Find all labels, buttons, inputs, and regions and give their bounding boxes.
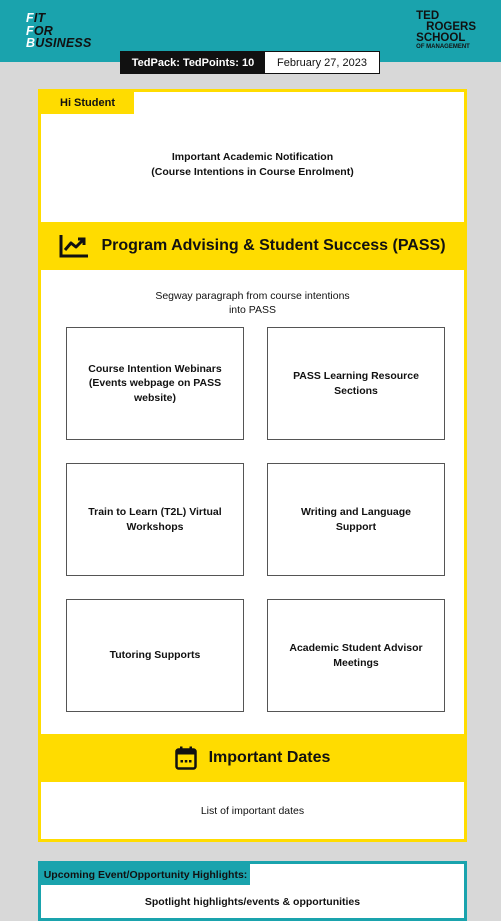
main-card xyxy=(38,89,467,842)
current-date: February 27, 2023 xyxy=(277,56,367,69)
pass-box-learning-resources[interactable]: PASS Learning Resource Sections xyxy=(267,327,445,440)
events-tab: Upcoming Event/Opportunity Highlights: xyxy=(41,864,250,885)
fit-for-business-logo: FIT FOR BUSINESS xyxy=(26,11,92,50)
events-card xyxy=(38,861,467,921)
pass-box-advisor-meetings[interactable]: Academic Student Advisor Meetings xyxy=(267,599,445,712)
pass-title: Program Advising & Student Success (PASS) xyxy=(101,237,446,254)
pass-banner xyxy=(41,222,464,270)
events-highlights: Spotlight highlights/events & opportunities xyxy=(144,896,361,908)
pass-box-writing-support[interactable]: Writing and Language Support xyxy=(267,463,445,576)
pass-box-t2l-workshops[interactable]: Train to Learn (T2L) Virtual Workshops xyxy=(66,463,244,576)
calendar-icon xyxy=(175,746,197,770)
academic-notification: Important Academic Notification (Course Intentions in Course Enrolment) xyxy=(151,151,354,178)
greeting-tab: Hi Student xyxy=(41,92,134,114)
pass-box-webinars[interactable]: Course Intention Webinars (Events webpage on PASS website) xyxy=(66,327,244,440)
segway-paragraph: Segway paragraph from course intentions into PASS xyxy=(155,290,350,316)
important-dates-title: Important Dates xyxy=(208,749,331,766)
pass-box-tutoring[interactable]: Tutoring Supports xyxy=(66,599,244,712)
important-dates-list: List of important dates xyxy=(200,805,305,817)
ted-rogers-logo: TED ROGERS SCHOOL OF MANAGEMENT xyxy=(416,10,476,50)
points-date-bar xyxy=(120,51,380,74)
important-dates-banner xyxy=(41,734,464,782)
tedpoints-label: TedPack: TedPoints: 10 xyxy=(121,52,265,73)
trending-up-icon xyxy=(59,234,89,258)
